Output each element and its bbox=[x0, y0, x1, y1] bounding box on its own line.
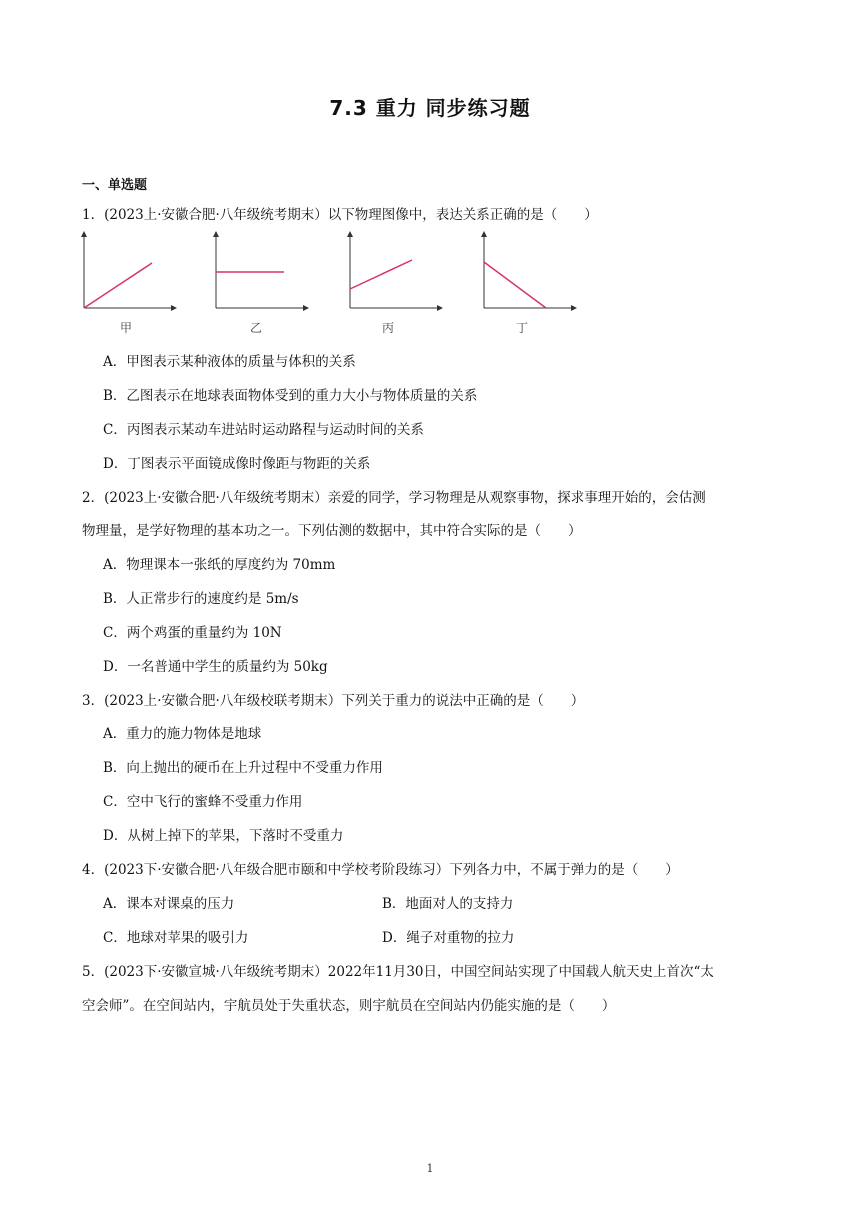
q3-option-b: B．向上抛出的硬币在上升过程中不受重力作用 bbox=[103, 760, 383, 776]
graph-bing bbox=[350, 234, 440, 335]
graph-bing-line bbox=[350, 260, 412, 289]
question-2-line-2: 物理量，是学好物理的基本功之一。下列估测的数据中，其中符合实际的是（ ） bbox=[82, 523, 582, 539]
graph-jia bbox=[84, 234, 174, 335]
q4-option-a: A．课本对课桌的压力 bbox=[103, 896, 235, 912]
question-5-line-1: 5．(2023下·安徽宣城·八年级统考期末）2022年11月30日，中国空间站实现了中国载人航天史上首次“太 bbox=[82, 964, 714, 980]
page-number: 1 bbox=[426, 1162, 434, 1175]
q1-option-c: C．丙图表示某动车进站时运动路程与运动时间的关系 bbox=[103, 422, 424, 438]
q2-option-d: D．一名普通中学生的质量约为 50kg bbox=[103, 659, 328, 675]
graph-label-jia: 甲 bbox=[120, 321, 133, 335]
q1-option-a: A．甲图表示某种液体的质量与体积的关系 bbox=[103, 354, 356, 370]
q3-option-a: A．重力的施力物体是地球 bbox=[103, 726, 262, 742]
section-heading: 一、单选题 bbox=[82, 178, 148, 193]
question-1-text: 1．(2023上·安徽合肥·八年级统考期末）以下物理图像中，表达关系正确的是（ ） bbox=[82, 207, 598, 223]
graph-ding bbox=[484, 234, 574, 335]
q3-option-c: C．空中飞行的蜜蜂不受重力作用 bbox=[103, 794, 303, 810]
q4-option-b: B．地面对人的支持力 bbox=[382, 896, 514, 912]
q2-option-a: A．物理课本一张纸的厚度约为 70mm bbox=[103, 557, 336, 573]
q1-option-b: B．乙图表示在地球表面物体受到的重力大小与物体质量的关系 bbox=[103, 388, 478, 404]
graph-yi bbox=[216, 234, 306, 335]
page-title: 7.3 重力 同步练习题 bbox=[329, 96, 531, 120]
q4-option-d: D．绳子对重物的拉力 bbox=[382, 930, 515, 946]
question-5-line-2: 空会师”。在空间站内，宇航员处于失重状态，则宇航员在空间站内仍能实施的是（ ） bbox=[82, 998, 616, 1014]
graph-label-yi: 乙 bbox=[250, 321, 263, 335]
graph-ding-line bbox=[484, 262, 546, 308]
question-2-line-1: 2．(2023上·安徽合肥·八年级统考期末）亲爱的同学，学习物理是从观察事物，探求事理开始的，会估测 bbox=[82, 490, 706, 506]
question-3-text: 3．(2023上·安徽合肥·八年级校联考期末）下列关于重力的说法中正确的是（ ） bbox=[82, 693, 585, 709]
graph-label-ding: 丁 bbox=[516, 321, 529, 335]
question-1-graphs bbox=[76, 228, 596, 340]
q1-option-d: D．丁图表示平面镜成像时像距与物距的关系 bbox=[103, 456, 371, 472]
graph-jia-line bbox=[84, 263, 152, 308]
q3-option-d: D．从树上掉下的苹果，下落时不受重力 bbox=[103, 828, 344, 844]
graph-label-bing: 丙 bbox=[382, 321, 395, 335]
q4-option-c: C．地球对苹果的吸引力 bbox=[103, 930, 249, 946]
question-4-text: 4．(2023下·安徽合肥·八年级合肥市颐和中学校考阶段练习）下列各力中，不属于弹力的是（ ） bbox=[82, 862, 679, 878]
q2-option-b: B．人正常步行的速度约是 5m/s bbox=[103, 591, 299, 607]
q2-option-c: C．两个鸡蛋的重量约为 10N bbox=[103, 625, 282, 641]
